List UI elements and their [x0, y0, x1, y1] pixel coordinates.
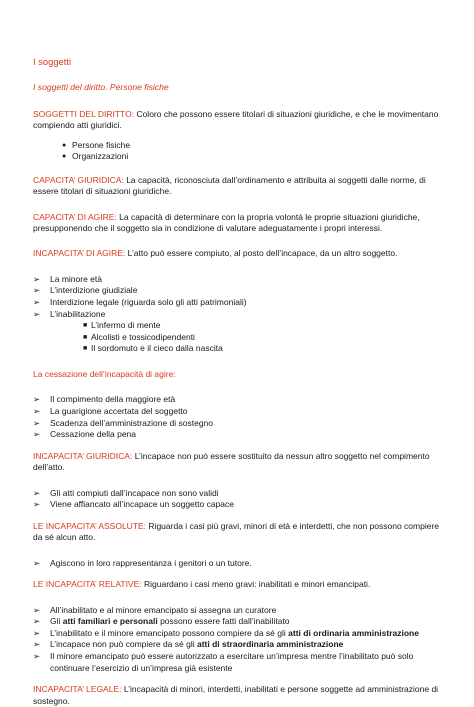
cap-agire-paragraph: CAPACITA’ DI AGIRE: La capacità di determinare con la propria volontà le proprie situazioni giuridiche, presupponendo che il soggetto sia in condizione di valutare adeguatamente i propri interessi. — [33, 211, 420, 234]
arrow-bullet-icon: ➢ — [33, 639, 41, 650]
list-item: ➢ Viene affiancato all’incapace un soggetto capace — [33, 499, 234, 510]
list-item: ● Organizzazioni — [62, 151, 129, 162]
square-bullet-icon: ■ — [83, 322, 88, 330]
incap-agire-label: INCAPACITA’ DI AGIRE: — [33, 248, 126, 259]
assolute-list — [33, 558, 445, 570]
arrow-bullet-icon: ➢ — [33, 394, 41, 405]
arrow-bullet-icon: ➢ — [33, 297, 41, 308]
arrow-bullet-icon: ➢ — [33, 557, 41, 568]
arrow-bullet-icon: ➢ — [33, 285, 41, 296]
relative-list — [33, 605, 445, 675]
list-item: ➢ L’interdizione giudiziale — [33, 285, 138, 296]
inabilitazione-sublist — [33, 320, 445, 355]
list-item: ■ Alcolisti e tossicodipendenti — [83, 331, 195, 342]
list-item: ➢ Il compimento della maggiore età — [33, 394, 176, 405]
legale-paragraph: INCAPACITA’ LEGALE: L’incapacità di minori, interdetti, inabilitati e persone soggette ad amministrazione di sostegno. — [33, 684, 439, 706]
incap-agire-list — [33, 274, 445, 320]
arrow-bullet-icon: ➢ — [33, 627, 41, 638]
document-title: I soggetti — [33, 56, 72, 67]
arrow-bullet-icon: ➢ — [33, 429, 41, 440]
cap-giuridica-label: CAPACITA’ GIURIDICA: — [33, 174, 124, 185]
incap-giuridica-label: INCAPACITA’ GIURIDICA: — [33, 450, 133, 461]
soggetti-label: SOGGETTI DEL DIRITTO: — [33, 108, 135, 119]
arrow-bullet-icon: ➢ — [33, 406, 41, 416]
list-item: ➢ L’inabilitato e il minore emancipato possono compiere da sé gli atti di ordinaria amministrazione — [33, 627, 419, 638]
document-content — [33, 56, 445, 707]
arrow-bullet-icon: ➢ — [33, 487, 41, 498]
list-item: ➢ Scadenza dell’amministrazione di sostegno — [33, 417, 214, 428]
incap-agire-paragraph: INCAPACITA’ DI AGIRE: L’atto può essere compiuto, al posto dell’incapace, da un altro soggetto. — [33, 248, 398, 259]
relative-label: LE INCAPACITA’ RELATIVE: — [33, 579, 142, 590]
cap-giuridica-paragraph: CAPACITA’ GIURIDICA: La capacità, riconosciuta dall’ordinamento e attribuita ai soggetti dalle norme, di essere titolari di situazioni giuridiche. — [33, 174, 426, 197]
cessazione-heading — [33, 369, 445, 380]
arrow-bullet-icon: ➢ — [33, 650, 41, 661]
list-item: ➢ Il minore emancipato può essere autorizzato a esercitare un’impresa mentre l’inabilitato può solo continuare l’esercizio di un’impresa già esistente — [33, 650, 414, 673]
list-item: ➢ L’incapace non può compiere da sé gli atti di straordinaria amministrazione — [33, 639, 344, 650]
dot-bullet-icon: ● — [62, 153, 67, 161]
relative-paragraph: LE INCAPACITA’ RELATIVE: Riguardano i casi meno gravi: inabilitati e minori emancipati. — [33, 579, 371, 590]
list-item: ● Persone fisiche — [62, 139, 131, 150]
arrow-bullet-icon: ➢ — [33, 273, 41, 284]
list-item: ➢ Gli atti familiari e personali possono essere fatti dall’inabilitato — [33, 616, 290, 627]
incap-giuridica-list — [33, 488, 445, 511]
arrow-bullet-icon: ➢ — [33, 417, 41, 428]
cessazione-list — [33, 394, 445, 440]
arrow-bullet-icon: ➢ — [33, 499, 41, 510]
list-item: ➢ L’inabilitazione — [33, 308, 106, 319]
square-bullet-icon: ■ — [83, 333, 88, 341]
soggetti-text: Coloro che possono essere titolari di situazioni giuridiche, e che le movimentano compiendo atti giuridici. — [33, 108, 439, 131]
legale-label: INCAPACITA’ LEGALE: — [33, 684, 122, 695]
cessazione-label: La cessazione dell’incapacità di agire: — [33, 369, 176, 379]
arrow-bullet-icon: ➢ — [33, 616, 41, 627]
document-subtitle: I soggetti del diritto. Persone fisiche — [33, 82, 169, 93]
list-item: ➢ La guarigione accertata del soggetto — [33, 406, 188, 416]
square-bullet-icon: ■ — [83, 345, 88, 353]
list-item: ■ L’infermo di mente — [83, 320, 161, 331]
soggetti-list — [33, 140, 445, 163]
arrow-bullet-icon: ➢ — [33, 604, 41, 615]
list-item: ➢ Gli atti compiuti dall’incapace non sono validi — [33, 487, 219, 498]
soggetti-paragraph — [33, 109, 445, 132]
list-item: ➢ Cessazione della pena — [33, 429, 137, 440]
list-item: ➢ All’inabilitato e al minore emancipato si assegna un curatore — [33, 604, 277, 615]
list-item: ➢ La minore età — [33, 273, 102, 284]
arrow-bullet-icon: ➢ — [33, 308, 41, 319]
assolute-label: LE INCAPACITA’ ASSOLUTE: — [33, 520, 147, 531]
dot-bullet-icon: ● — [62, 141, 67, 149]
list-item: ➢ Interdizione legale (riguarda solo gli atti patrimoniali) — [33, 297, 247, 308]
list-item: ➢ Agiscono in loro rappresentanza i genitori o un tutore. — [33, 557, 252, 568]
assolute-paragraph: LE INCAPACITA’ ASSOLUTE: Riguarda i casi più gravi, minori di età e interdetti, che non possono compiere da sé alcun atto. — [33, 520, 439, 543]
list-item: ■ Il sordomuto e il cieco dalla nascita — [83, 343, 223, 354]
incap-giuridica-paragraph: INCAPACITA’ GIURIDICA: L’incapace non può essere sostituito da nessun altro soggetto nel compimento dell’atto. — [33, 450, 430, 473]
cap-agire-label: CAPACITA’ DI AGIRE: — [33, 211, 117, 222]
